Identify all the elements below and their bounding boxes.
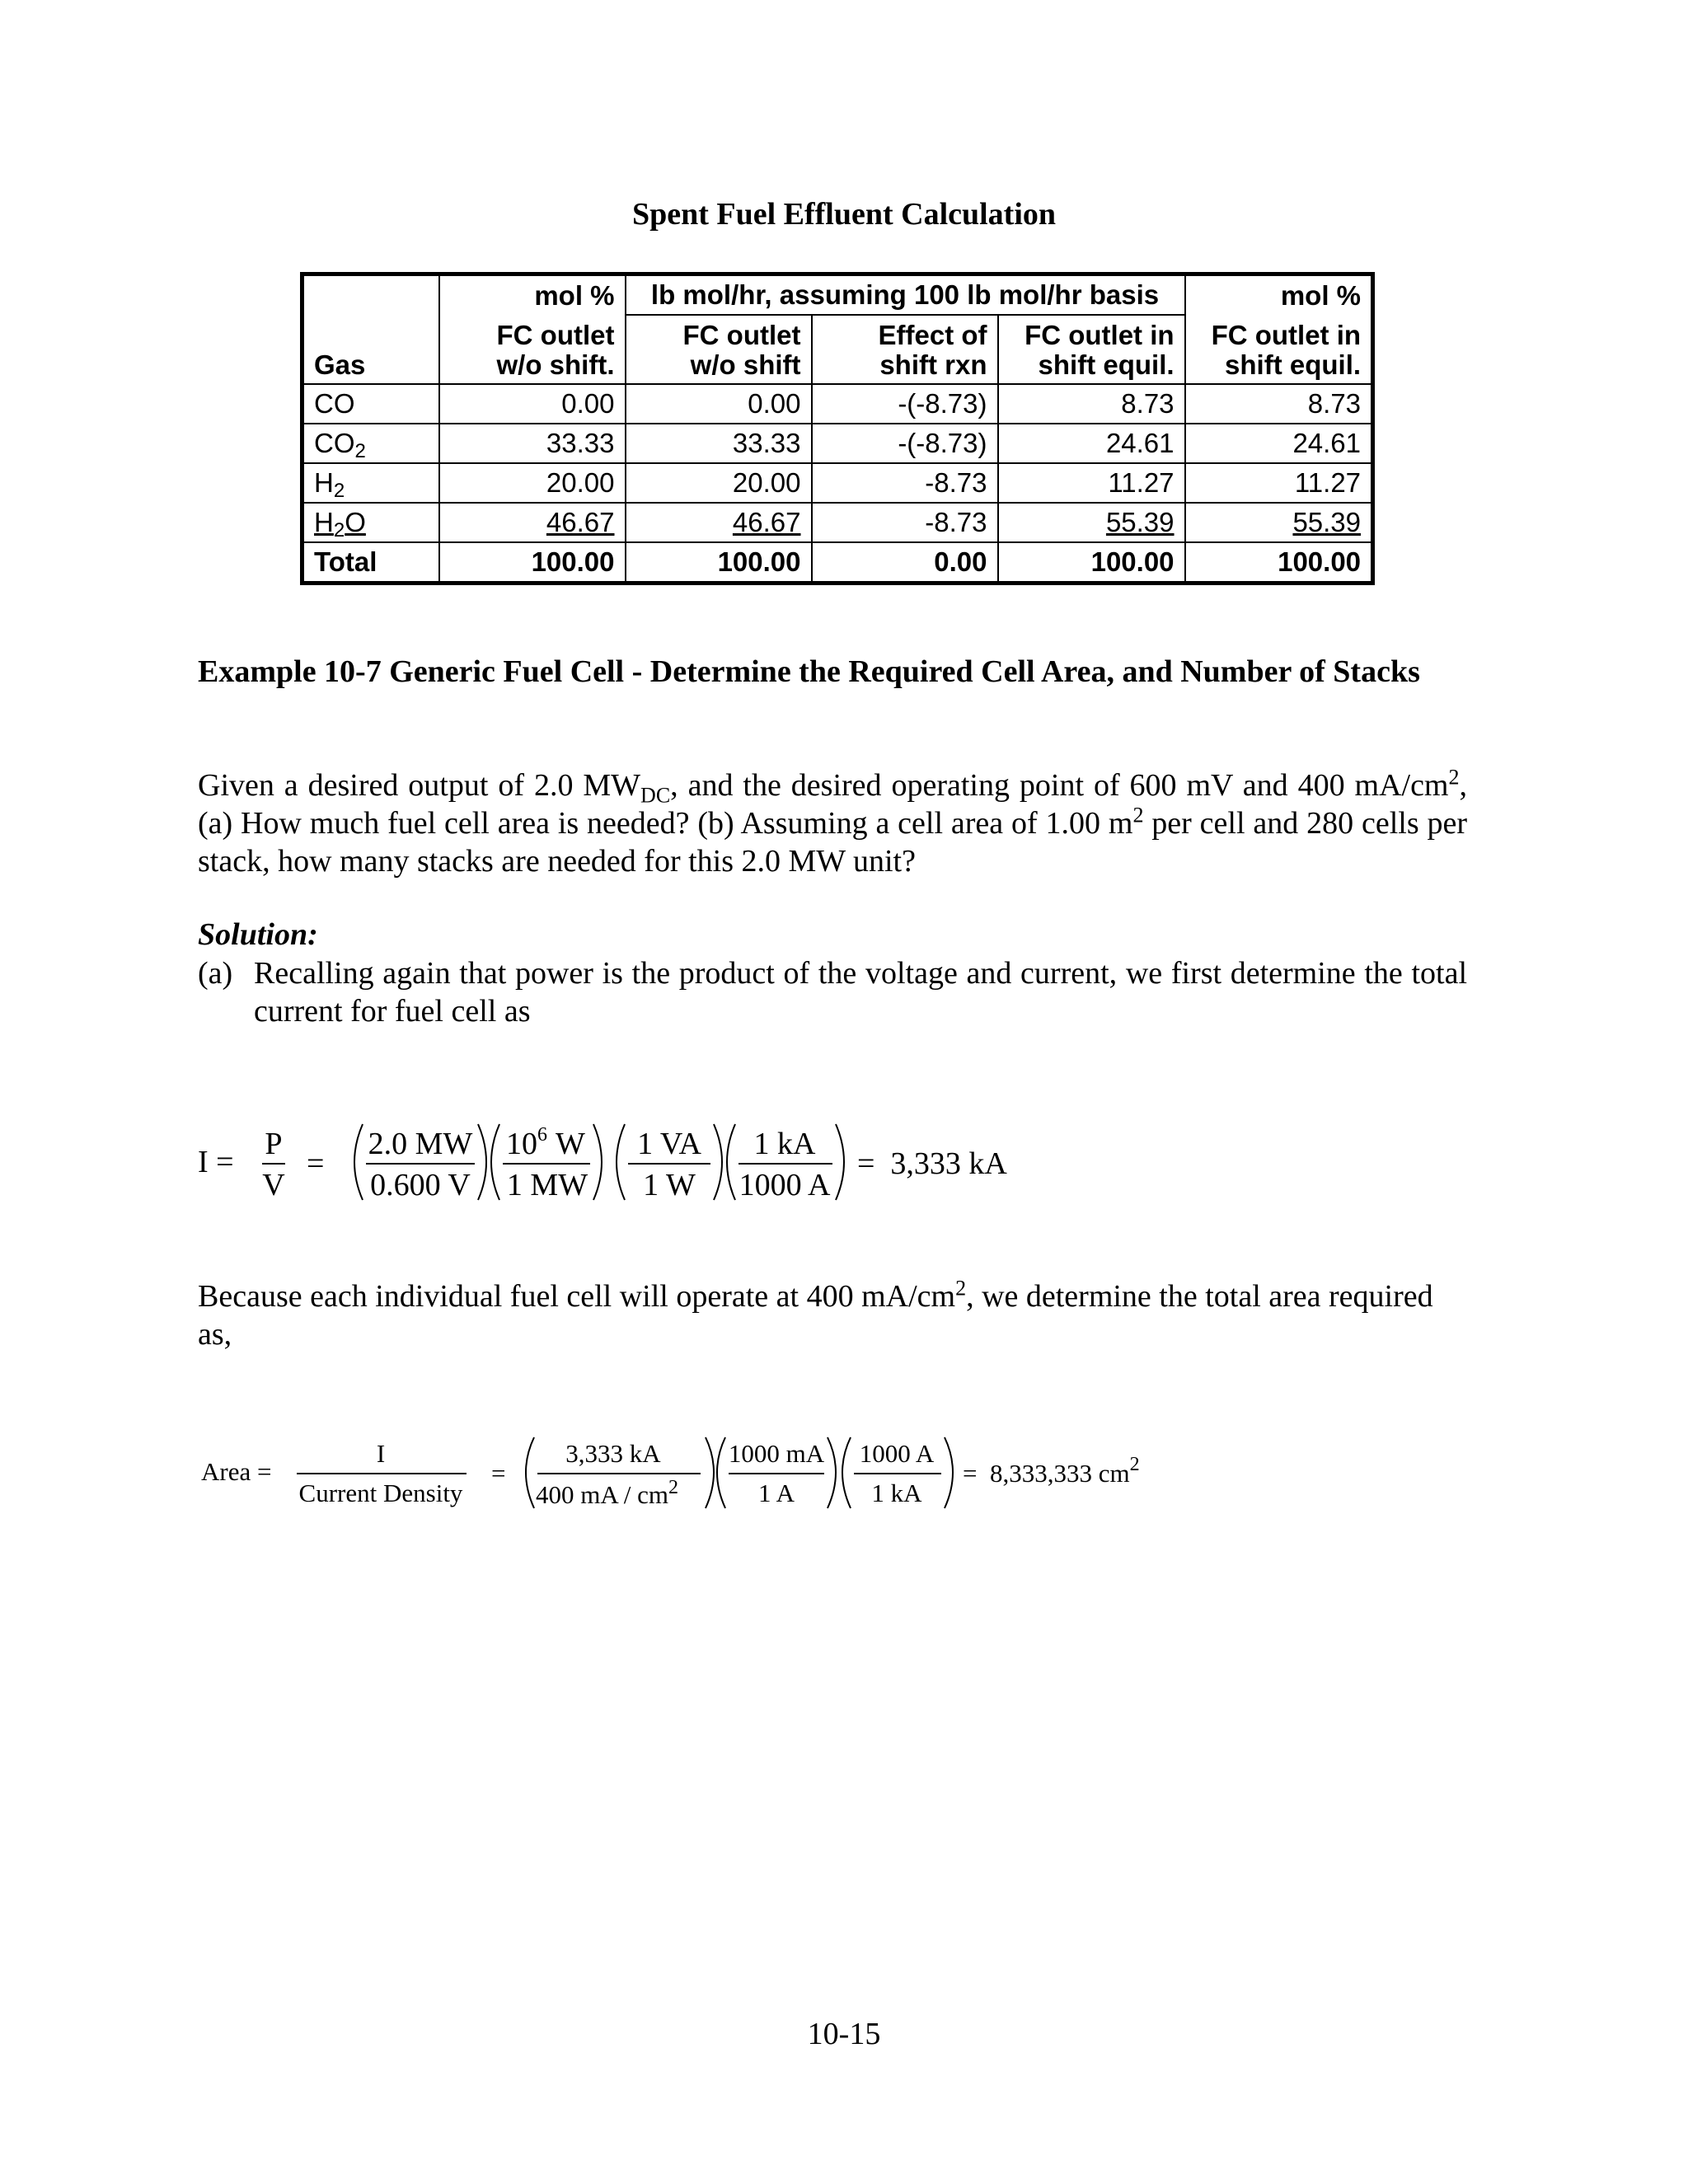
eq2-factor1-den: 400 mA / $cm^2$ bbox=[536, 1477, 679, 1509]
header-fc-outlet-wo-shift-mol: FC outlet w/o shift. bbox=[439, 315, 626, 384]
example-heading: Example 10-7 Generic Fuel Cell - Determine the Required Cell Area, and Number of Stacks bbox=[198, 654, 1420, 689]
eq1-result: = 3,333 kA bbox=[857, 1146, 1007, 1181]
table-cell: 100.00 bbox=[1185, 542, 1373, 583]
current-equation bbox=[0, 1113, 1071, 1212]
eq2-factor2-num: 1000 mA bbox=[728, 1439, 825, 1468]
eq1-equals: = bbox=[307, 1146, 325, 1181]
header-gas: Gas bbox=[302, 315, 439, 384]
area-equation bbox=[0, 1426, 1236, 1525]
eq2-equals: = bbox=[491, 1459, 506, 1488]
table-total-row bbox=[302, 542, 1373, 583]
eq2-factor2-den: 1 A bbox=[758, 1479, 795, 1507]
table-cell: 100.00 bbox=[626, 542, 812, 583]
eq1-factor1-num: 2.0 MW bbox=[368, 1127, 473, 1161]
header-fc-outlet-shift-equil: FC outlet in shift equil. bbox=[998, 315, 1185, 384]
eq2-factor1-num: 3,333 kA bbox=[565, 1439, 661, 1468]
eq2-frac-den: Current Density bbox=[298, 1479, 463, 1507]
eq2-lhs: Area = bbox=[201, 1457, 272, 1486]
table-cell: -8.73 bbox=[812, 503, 998, 542]
table-cell: 33.33 bbox=[439, 424, 626, 463]
header-lb-mol-basis: lb mol/hr, assuming 100 lb mol/hr basis bbox=[626, 274, 1185, 316]
gas-name: $CO_2$ bbox=[302, 424, 439, 463]
table-cell: 20.00 bbox=[626, 463, 812, 503]
table-header-main-row bbox=[302, 315, 1373, 384]
table-cell: 24.61 bbox=[1185, 424, 1373, 463]
table-cell: 46.67 bbox=[626, 503, 812, 542]
eq2-factor3-num: 1000 A bbox=[859, 1439, 935, 1468]
gas-name: $H_2O$ bbox=[302, 503, 439, 542]
table-cell: -(-8.73) bbox=[812, 384, 998, 424]
header-mol-percent-shift: mol % bbox=[1185, 274, 1373, 316]
total-label: Total bbox=[302, 542, 439, 583]
eq2-factor3-den: 1 kA bbox=[871, 1479, 922, 1507]
eq1-frac-den: V bbox=[262, 1168, 285, 1202]
table-cell: 8.73 bbox=[1185, 384, 1373, 424]
area-intro-text: Because each individual fuel cell will operate at 400 $mA/cm^2$, we determine the total area required as, bbox=[198, 1276, 1433, 1352]
step-a-label: (a) bbox=[198, 956, 233, 991]
table-cell: -(-8.73) bbox=[812, 424, 998, 463]
header-mol-percent: mol % bbox=[439, 274, 626, 316]
table-cell: -8.73 bbox=[812, 463, 998, 503]
table-header-top-row bbox=[302, 274, 1373, 316]
table-row bbox=[302, 384, 1373, 424]
eq1-factor2-den: 1 MW bbox=[506, 1168, 588, 1202]
table-cell: 11.27 bbox=[998, 463, 1185, 503]
table-row bbox=[302, 503, 1373, 542]
table-cell: 0.00 bbox=[439, 384, 626, 424]
table-title: Spent Fuel Effluent Calculation bbox=[631, 197, 1057, 232]
table-cell: 20.00 bbox=[439, 463, 626, 503]
header-effect-of-shift: Effect of shift rxn bbox=[812, 315, 998, 384]
eq1-factor2-num: $10^6$ W bbox=[506, 1124, 585, 1161]
eq1-factor4-num: 1 kA bbox=[753, 1127, 816, 1161]
table-cell: 0.00 bbox=[626, 384, 812, 424]
table-cell: 100.00 bbox=[998, 542, 1185, 583]
solution-label: Solution: bbox=[198, 917, 318, 952]
eq1-factor3-num: 1 VA bbox=[637, 1127, 701, 1161]
eq1-lhs: I = bbox=[198, 1145, 234, 1179]
table-cell: 24.61 bbox=[998, 424, 1185, 463]
solution-step-a bbox=[198, 954, 1467, 1030]
table-row bbox=[302, 463, 1373, 503]
table-cell: 55.39 bbox=[1185, 503, 1373, 542]
eq2-frac-num: I bbox=[376, 1439, 386, 1468]
eq1-factor4-den: 1000 A bbox=[738, 1168, 831, 1202]
table-cell: 46.67 bbox=[439, 503, 626, 542]
eq1-factor1-den: 0.600 V bbox=[370, 1168, 471, 1202]
problem-statement: Given a desired output of 2.0 $MW_{DC}$, and the desired operating point of 600 mV and 400 $mA/cm^2$, (a) How much fuel cell area is needed? (b) Assuming a cell area of 1.00 $m^2$ per cell and 280 cells per stack, how many stacks are needed for this 2.0 MW unit? bbox=[198, 765, 1468, 879]
gas-name: $H_2$ bbox=[302, 463, 439, 503]
page-number: 10-15 bbox=[807, 2017, 881, 2051]
table-cell: 8.73 bbox=[998, 384, 1185, 424]
eq2-result: = 8,333,333 $cm^2$ bbox=[963, 1454, 1140, 1488]
table-cell: 0.00 bbox=[812, 542, 998, 583]
table-cell: 100.00 bbox=[439, 542, 626, 583]
table-row bbox=[302, 424, 1373, 463]
header-fc-outlet-wo-shift: FC outlet w/o shift bbox=[626, 315, 812, 384]
header-empty-cell bbox=[302, 274, 439, 316]
table-cell: 33.33 bbox=[626, 424, 812, 463]
table-cell: 55.39 bbox=[998, 503, 1185, 542]
eq1-factor3-den: 1 W bbox=[643, 1168, 696, 1202]
header-fc-outlet-shift-equil-mol: FC outlet in shift equil. bbox=[1185, 315, 1373, 384]
effluent-table bbox=[300, 272, 1375, 585]
table-cell: 11.27 bbox=[1185, 463, 1373, 503]
eq1-frac-num: P bbox=[265, 1127, 283, 1161]
step-a-text: Recalling again that power is the product of the voltage and current, we first determine the total current for fuel cell as bbox=[254, 956, 1467, 1029]
gas-name: CO bbox=[302, 384, 439, 424]
